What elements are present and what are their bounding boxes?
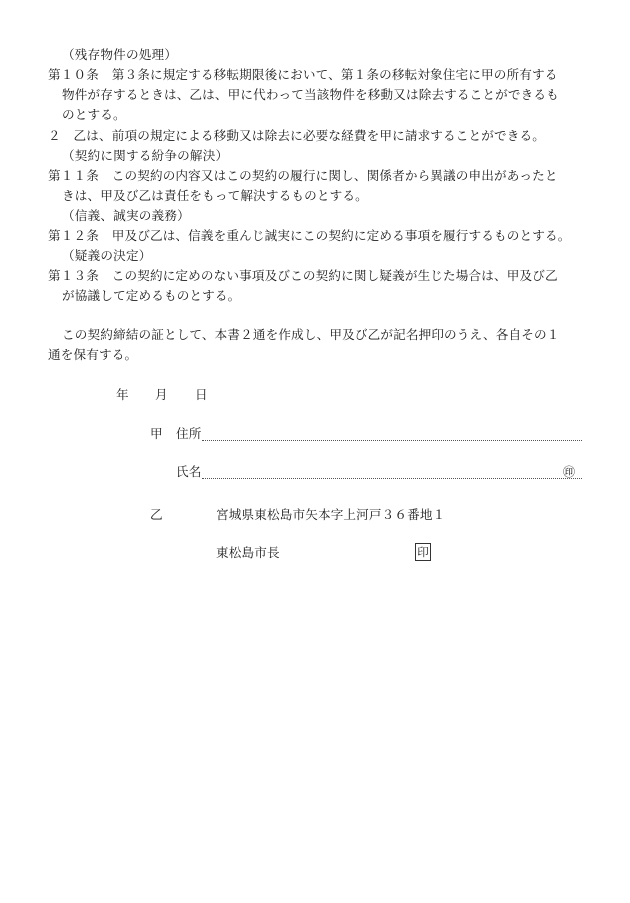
closing-line-2: 通を保有する。	[48, 347, 138, 362]
article-10-heading: （残存物件の処理）	[62, 47, 178, 62]
article-11-line-1: 第１１条 この契約の内容又はこの契約の履行に関し、関係者から異議の申出があったと	[48, 168, 558, 183]
party-a-name-label: 氏名	[176, 464, 202, 479]
party-b-seal-box: 印	[415, 543, 431, 561]
date-year-label: 年	[116, 387, 129, 402]
party-a-seal-mark: ㊞	[563, 465, 576, 479]
article-10-line-1: 第１０条 第３条に規定する移転期限後において、第１条の移転対象住宅に甲の所有する	[48, 67, 558, 82]
article-12-line-1: 第１２条 甲及び乙は、信義を重んじ誠実にこの契約に定める事項を履行するものとする。	[48, 228, 571, 243]
article-10-line-3: のとする。	[62, 107, 126, 122]
article-10-paragraph-2: ２ 乙は、前項の規定による移動又は除去に必要な経費を甲に請求することができる。	[48, 128, 546, 143]
article-11-heading: （契約に関する紛争の解決）	[62, 148, 229, 163]
party-b-title: 東松島市長	[216, 545, 280, 560]
article-12-heading: （信義、誠実の義務）	[62, 208, 190, 223]
party-a-name-line	[202, 478, 582, 479]
date-month-label: 月	[155, 387, 168, 402]
article-13-heading: （疑義の決定）	[62, 248, 152, 263]
closing-line-1: この契約締結の証として、本書２通を作成し、甲及び乙が記名押印のうえ、各自その１	[62, 327, 560, 342]
party-a-address-label: 住所	[176, 426, 202, 441]
party-b-address: 宮城県東松島市矢本字上河戸３６番地１	[216, 507, 446, 522]
date-day-label: 日	[195, 387, 208, 402]
article-11-line-2: きは、甲及び乙は責任をもって解決するものとする。	[62, 188, 368, 203]
party-b-label: 乙	[150, 507, 163, 522]
article-13-line-2: が協議して定めるものとする。	[62, 288, 241, 303]
article-13-line-1: 第１３条 この契約に定めのない事項及びこの契約に関し疑義が生じた場合は、甲及び乙	[48, 268, 558, 283]
party-a-label: 甲	[150, 426, 163, 441]
party-a-address-line	[202, 440, 582, 441]
article-10-line-2: 物件が存するときは、乙は、甲に代わって当該物件を移動又は除去することができるも	[62, 87, 559, 102]
